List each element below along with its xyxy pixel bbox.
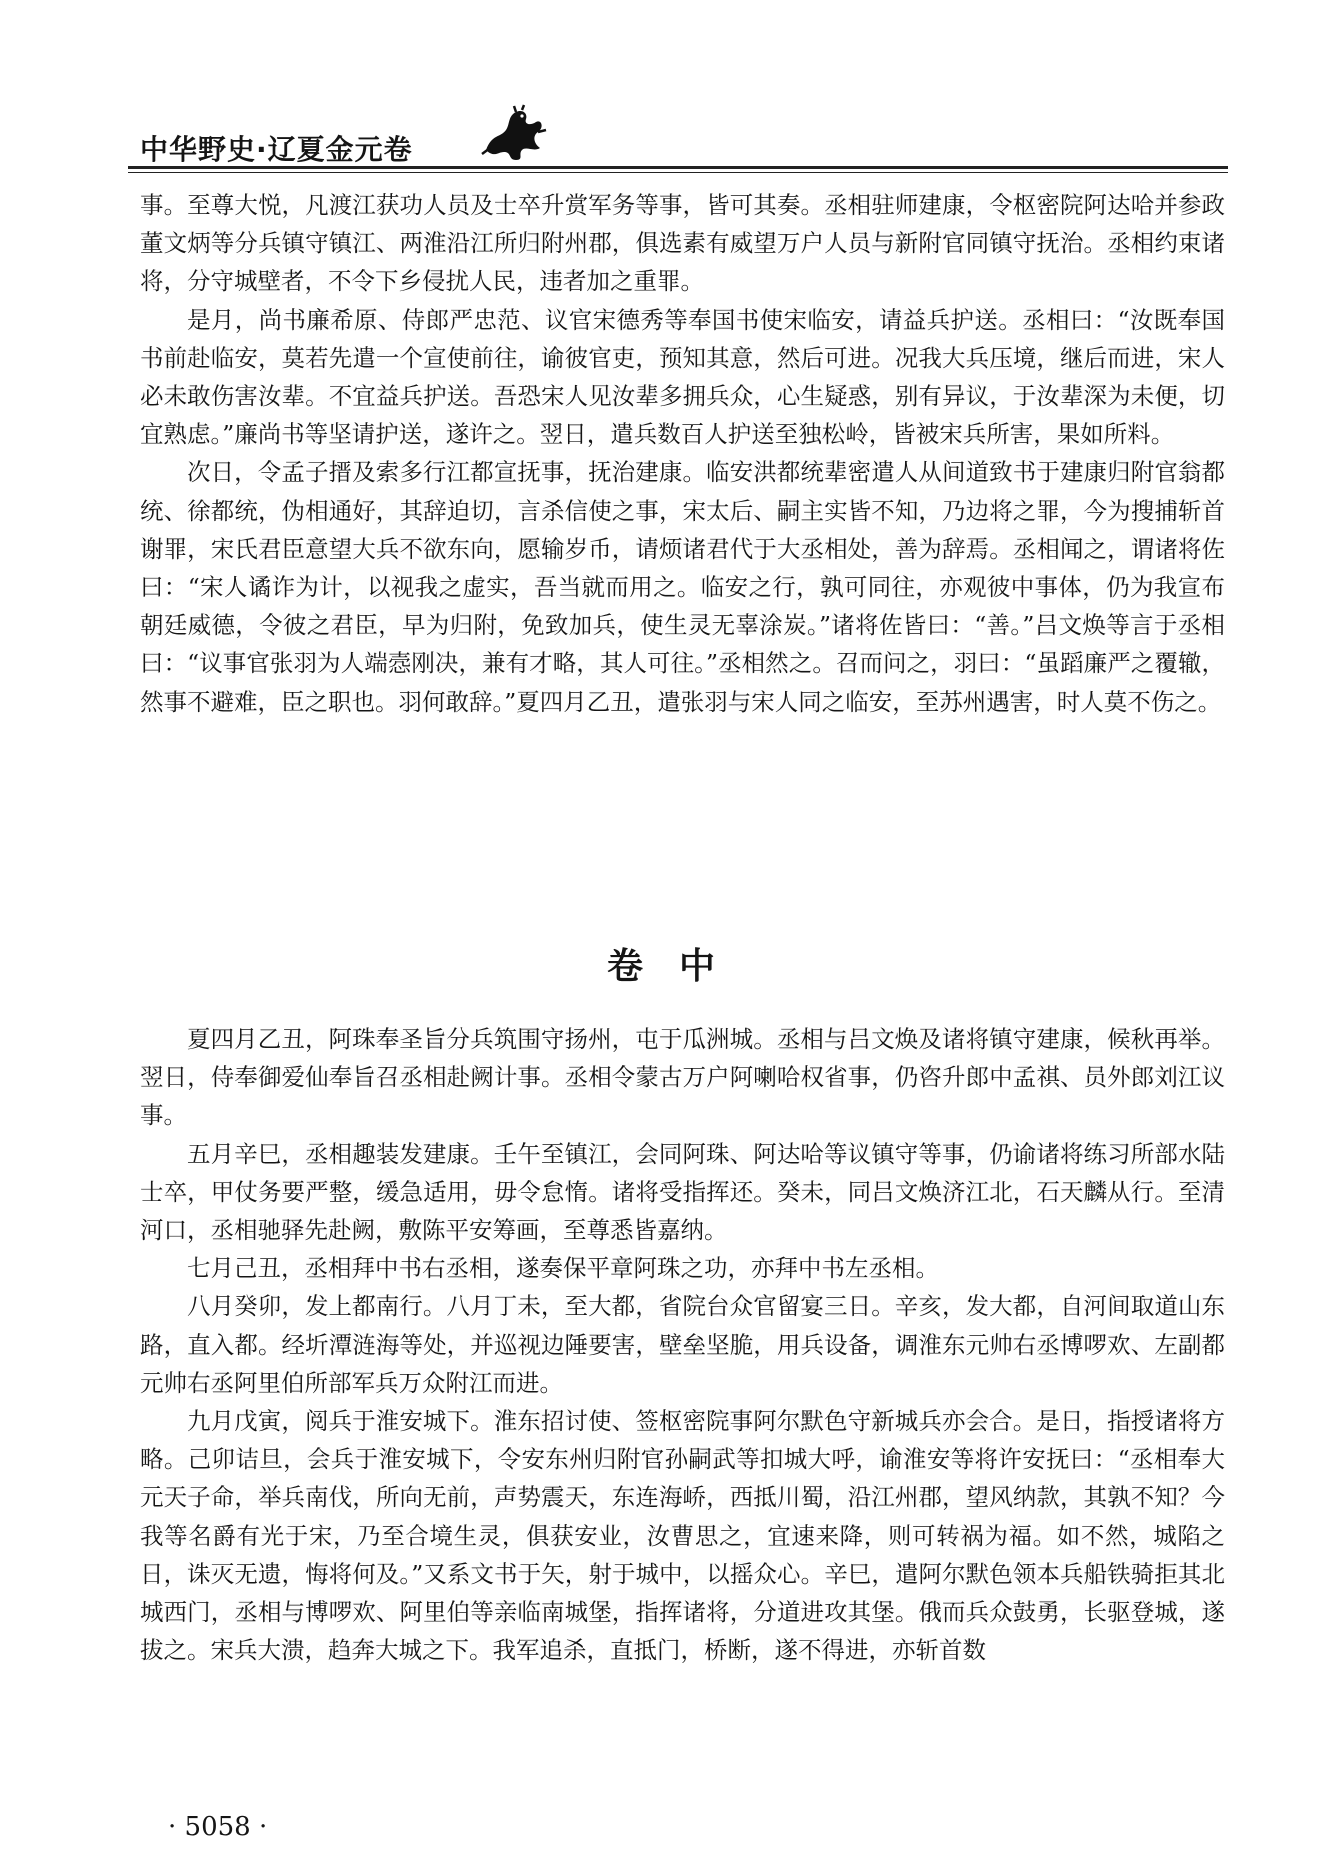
dragon-emblem-icon [478, 104, 548, 164]
running-header [128, 100, 1228, 170]
text-block-upper [140, 186, 1225, 721]
chapter-heading: 卷 中 [606, 946, 715, 987]
paragraph: 七月己丑，丞相拜中书右丞相，遂奏保平章阿珠之功，亦拜中书左丞相。 [187, 1254, 939, 1283]
paragraph: 五月辛巳，丞相趣装发建康。壬午至镇江，会同阿珠、阿达哈等议镇守等事，仍谕诸将练习所部水陆士卒，甲仗务要严整，缓急适用，毋令怠惰。诸将受指挥还。癸未，同吕文焕济江北，石天麟从行。至清河口，丞相驰驿先赴阙，敷陈平安筹画，至尊悉皆嘉纳。 [140, 1139, 1225, 1245]
paragraph: 是月，尚书廉希原、侍郎严忠范、议官宋德秀等奉国书使宋临安，请益兵护送。丞相曰：“汝既奉国书前赴临安，莫若先遣一个宣使前往，谕彼官吏，预知其意，然后可进。况我大兵压境，继后而进，宋人必未敢伤害汝辈。不宜益兵护送。吾恐宋人见汝辈多拥兵众，心生疑惑，别有异议，于汝辈深为未便，切宜熟虑。”廉尚书等坚请护送，遂许之。翌日，遣兵数百人护送至独松岭，皆被宋兵所害，果如所料。 [140, 305, 1225, 449]
paragraph: 事。至尊大悦，凡渡江获功人员及士卒升赏军务等事，皆可其奏。丞相驻师建康，令枢密院阿达哈并参政董文炳等分兵镇守镇江、两淮沿江所归附州郡，俱选素有威望万户人员与新附官同镇守抚治。丞相约束诸将，分守城壁者，不令下乡侵扰人民，违者加之重罪。 [140, 191, 1225, 296]
book-title: 中华野史·辽夏金元卷 [140, 133, 413, 166]
paragraph: 八月癸卯，发上都南行。八月丁未，至大都，省院台众官留宴三日。辛亥，发大都，自河间取道山东路，直入都。经圻潭涟海等处，并巡视边陲要害，壁垒坚脆，用兵设备，调淮东元帅右丞博啰欢、左副都元帅右丞阿里伯所部军兵万众附江而进。 [140, 1292, 1225, 1397]
header-rule-thin [128, 172, 1228, 173]
text-block-lower [140, 1020, 1225, 1669]
paragraph: 九月戊寅，阅兵于淮安城下。淮东招讨使、签枢密院事阿尔默色守新城兵亦会合。是日，指授诸将方略。己卯诘旦，会兵于淮安城下，令安东州归附官孙嗣武等扣城大呼，谕淮安等将许安抚曰：“丞相奉大元天子命，举兵南伐，所向无前，声势震天，东连海峤，西抵川蜀，沿江州郡，望风纳款，其孰不知？今我等名爵有光于宋，乃至合境生灵，俱获安业，汝曹思之，宜速来降，则可转祸为福。如不然，城陷之日，诛灭无遗，悔将何及。”又系文书于矢，射于城中，以摇众心。辛巳，遣阿尔默色领本兵船铁骑拒其北城西门，丞相与博啰欢、阿里伯等亲临南城堡，指挥诸将，分道进攻其堡。俄而兵众鼓勇，长驱登城，遂拔之。宋兵大溃，趋奔大城之下。我军追杀，直抵门，桥断，遂不得进，亦斩首数 [140, 1407, 1225, 1665]
page-number: · 5058 · [168, 1812, 268, 1842]
paragraph: 夏四月乙丑，阿珠奉圣旨分兵筑围守扬州，屯于瓜洲城。丞相与吕文焕及诸将镇守建康，候秋再举。翌日，侍奉御爱仙奉旨召丞相赴阙计事。丞相令蒙古万户阿喇哈权省事，仍咨升郎中孟祺、员外郎刘江议事。 [140, 1025, 1225, 1130]
paragraph: 次日，令孟子搢及索多行江都宣抚事，抚治建康。临安洪都统辈密遣人从间道致书于建康归附官翁都统、徐都统，伪相通好，其辞迫切，言杀信使之事，宋太后、嗣主实皆不知，乃边将之罪，今为搜捕斩首谢罪，宋氏君臣意望大兵不欲东向，愿输岁币，请烦诸君代于大丞相处，善为辞焉。丞相闻之，谓诸将佐曰：“宋人谲诈为计，以视我之虚实，吾当就而用之。临安之行，孰可同往，亦观彼中事体，仍为我宣布朝廷威德，令彼之君臣，早为归附，免致加兵，使生灵无辜涂炭。”诸将佐皆曰：“善。”吕文焕等言于丞相曰：“议事官张羽为人端悫刚决，兼有才略，其人可往。”丞相然之。召而问之，羽曰：“虽蹈廉严之覆辙，然事不避难，臣之职也。羽何敢辞。”夏四月乙丑，遣张羽与宋人同之临安，至苏州遇害，时人莫不伤之。 [140, 458, 1225, 716]
header-rule-thick [128, 166, 1228, 169]
